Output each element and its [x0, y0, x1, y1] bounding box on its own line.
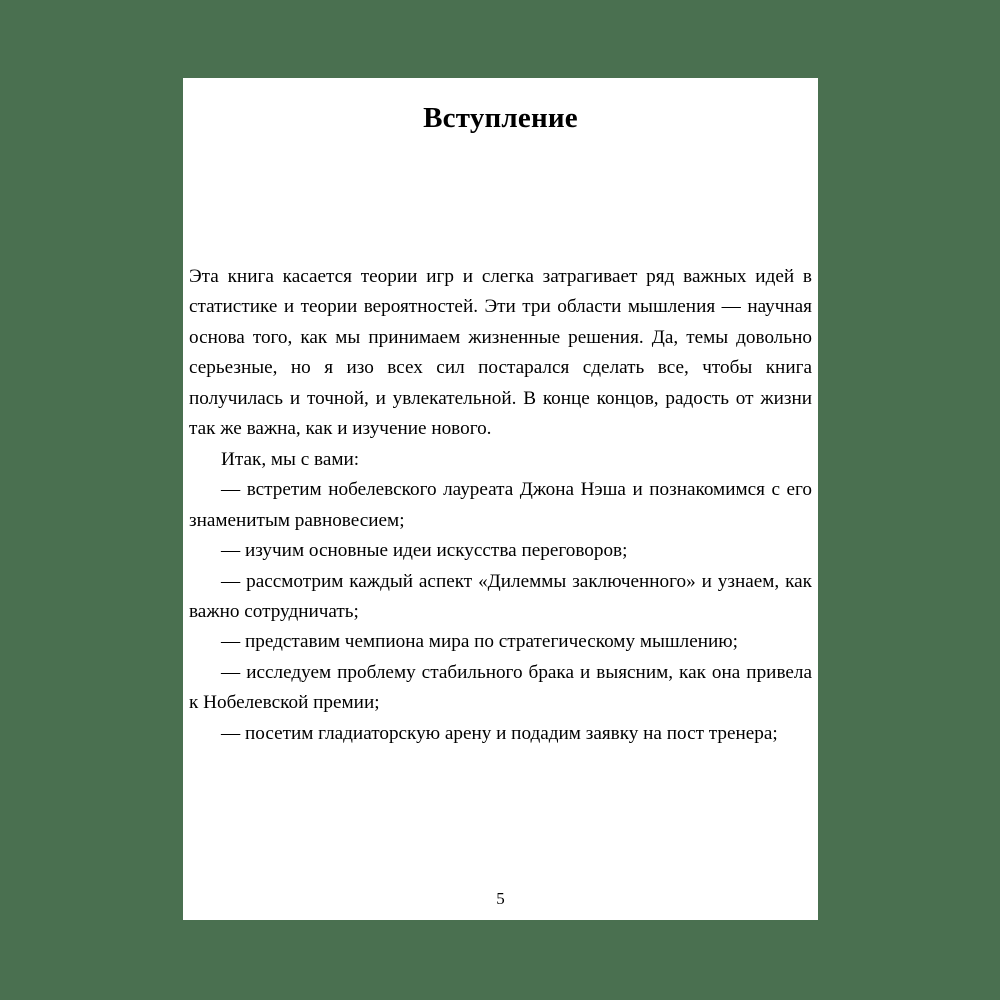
list-item: — рассмотрим каждый аспект «Дилеммы заключенного» и узнаем, как важно сотрудничать; [189, 570, 812, 622]
list-item: — посетим гладиаторскую арену и подадим заявку на пост тренера; [221, 722, 778, 744]
list-item: — встретим нобелевского лауреата Джона Нэша и познакомимся с его знаменитым равновесием; [189, 479, 812, 531]
list-item: — изучим основные идеи искусства переговоров; [221, 540, 628, 562]
page-number: 5 [496, 889, 505, 908]
list-item: — исследуем проблему стабильного брака и выясним, как она привела к Нобелевской премии; [189, 661, 812, 714]
paragraph-lead-in: Итак, мы с вами: [221, 448, 360, 470]
book-page [183, 78, 818, 920]
list-item: — представим чемпиона мира по стратегическому мышлению; [221, 631, 738, 653]
page-body-text [189, 262, 812, 749]
page-title: Вступление [423, 102, 578, 135]
paragraph-intro: Эта книга касается теории игр и слегка затрагивает ряд важных идей в статистике и теории вероятностей. Эти три области мышления — научная основа того, как мы принимаем жизненные решения. Да, темы довольно серьезные, но я изо всех сил постарался сделать все, чтобы книга получилась и точной, и увлекательной. В конце концов, радость от жизни так же важна, как и изучение нового. [189, 266, 812, 440]
